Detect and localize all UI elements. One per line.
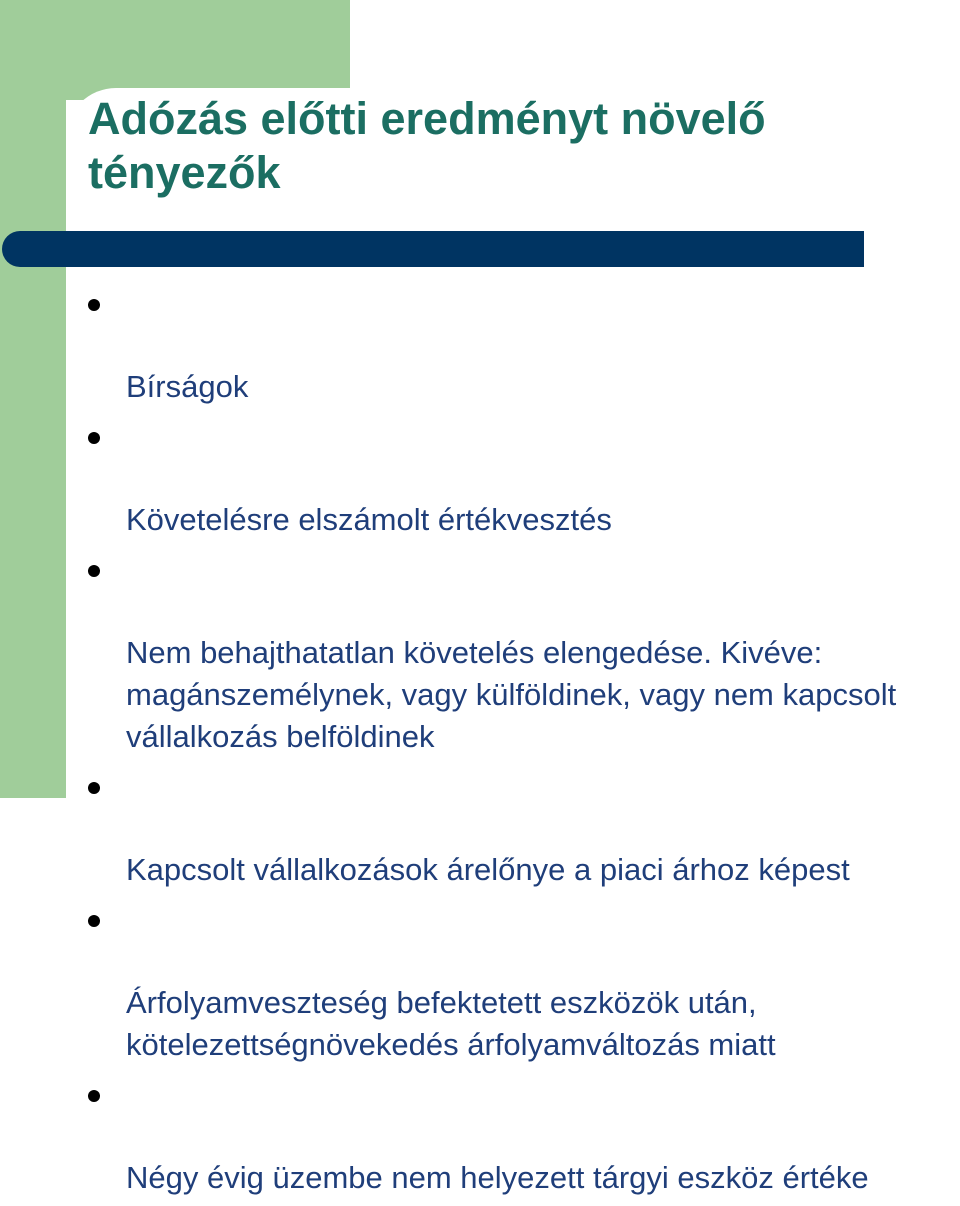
disc-bullet-icon <box>88 565 100 577</box>
disc-bullet-icon <box>88 915 100 927</box>
list-item-text: Követelésre elszámolt értékvesztés <box>126 502 612 537</box>
disc-bullet-icon <box>88 1090 100 1102</box>
list-item <box>0 282 960 408</box>
list-item-text: Négy évig üzembe nem helyezett tárgyi eszköz értéke <box>126 1160 869 1195</box>
list-item <box>0 898 960 1066</box>
list-item <box>0 415 960 541</box>
list-item-text: Nem behajthatatlan követelés elengedése. Kivéve: magánszemélynek, vagy külföldinek, vagy nem kapcsolt vállalkozás belföldinek <box>126 635 897 754</box>
list-item-text: Árfolyamveszteség befektetett eszközök után, kötelezettségnövekedés árfolyamváltozás miatt <box>126 985 776 1062</box>
disc-bullet-icon <box>88 299 100 311</box>
disc-bullet-icon <box>88 782 100 794</box>
list-item <box>0 765 960 891</box>
slide-title: Adózás előtti eredményt növelő tényezők <box>88 93 766 198</box>
title-divider-bar <box>2 231 864 267</box>
list-item-text: Bírságok <box>126 369 249 404</box>
list-item-text: Kapcsolt vállalkozások árelőnye a piaci árhoz képest <box>126 852 850 887</box>
bullet-list <box>0 282 960 1206</box>
list-item <box>0 1073 960 1199</box>
disc-bullet-icon <box>88 432 100 444</box>
list-item <box>0 548 960 758</box>
